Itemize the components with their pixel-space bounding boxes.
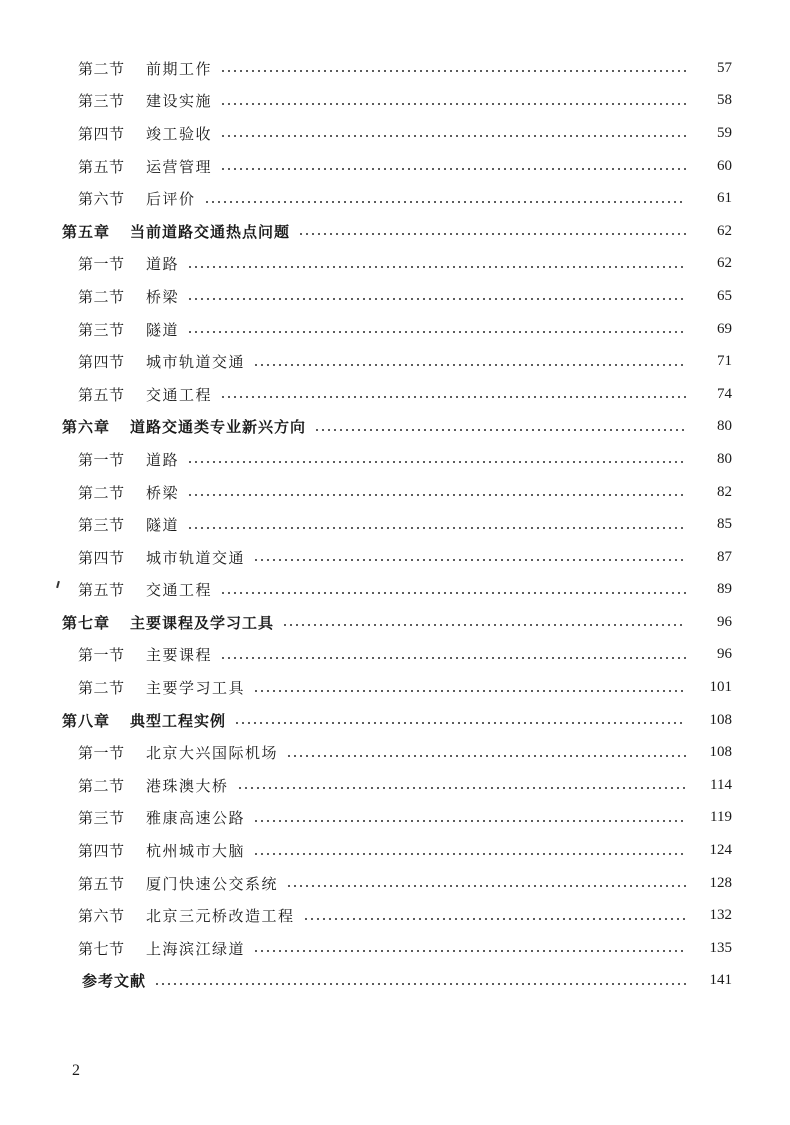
dot-leader xyxy=(187,494,686,496)
toc-section-entry xyxy=(0,280,790,313)
toc-page-number: 74 xyxy=(717,385,732,402)
toc-section-entry xyxy=(0,834,790,867)
toc-section-entry xyxy=(0,345,790,378)
dot-leader xyxy=(298,233,686,235)
chapter-title: 典型工程实例 xyxy=(130,711,227,730)
page-number: 2 xyxy=(72,1062,80,1079)
section-number: 第五节 xyxy=(78,385,125,404)
section-title: 桥梁 xyxy=(146,483,180,502)
toc-chapter-entry xyxy=(0,215,790,248)
toc-section-entry xyxy=(0,150,790,183)
section-number: 第二节 xyxy=(78,287,125,306)
dot-leader xyxy=(220,657,686,659)
chapter-title: 道路交通类专业新兴方向 xyxy=(130,418,307,437)
references-title: 参考文献 xyxy=(82,972,147,991)
toc-section-entry xyxy=(0,248,790,281)
chapter-title: 当前道路交通热点问题 xyxy=(130,222,291,241)
toc-section-entry xyxy=(0,932,790,965)
section-number: 第六节 xyxy=(78,190,125,209)
dot-leader xyxy=(220,592,686,594)
toc-page-number: 108 xyxy=(709,744,732,761)
dot-leader xyxy=(220,135,686,137)
section-number: 第一节 xyxy=(78,646,125,665)
toc-page-number: 71 xyxy=(717,353,732,370)
toc-page-number: 96 xyxy=(717,613,732,630)
toc-section-entry xyxy=(0,639,790,672)
toc-section-entry xyxy=(0,736,790,769)
dot-leader xyxy=(220,103,686,105)
dot-leader xyxy=(220,70,686,72)
section-title: 前期工作 xyxy=(146,59,213,78)
toc-chapter-entry xyxy=(0,606,790,639)
section-number: 第一节 xyxy=(78,744,125,763)
section-number: 第五节 xyxy=(78,581,125,600)
toc-page-number: 60 xyxy=(717,157,732,174)
dot-leader xyxy=(303,918,686,920)
dot-leader xyxy=(253,853,686,855)
toc-section-entry xyxy=(0,182,790,215)
toc-page-number: 108 xyxy=(709,711,732,728)
dot-leader xyxy=(187,527,686,529)
toc-section-entry xyxy=(0,671,790,704)
toc-page-number: 119 xyxy=(710,809,732,826)
dot-leader xyxy=(187,331,686,333)
toc-section-entry xyxy=(0,867,790,900)
toc-section-entry xyxy=(0,378,790,411)
chapter-number: 第七章 xyxy=(62,613,111,632)
toc-section-entry xyxy=(0,508,790,541)
section-number: 第五节 xyxy=(78,157,125,176)
toc-section-entry xyxy=(0,443,790,476)
section-title: 主要学习工具 xyxy=(146,679,246,698)
chapter-title: 主要课程及学习工具 xyxy=(130,613,275,632)
section-title: 道路 xyxy=(146,255,180,274)
section-number: 第二节 xyxy=(78,679,125,698)
chapter-number: 第八章 xyxy=(62,711,111,730)
section-number: 第四节 xyxy=(78,548,125,567)
section-title: 城市轨道交通 xyxy=(146,548,246,567)
section-number: 第六节 xyxy=(78,907,125,926)
dot-leader xyxy=(286,755,686,757)
dot-leader xyxy=(253,364,686,366)
section-number: 第一节 xyxy=(78,450,125,469)
section-number: 第二节 xyxy=(78,776,125,795)
section-number: 第四节 xyxy=(78,124,125,143)
toc-page-number: 65 xyxy=(717,287,732,304)
toc-page-number: 82 xyxy=(717,483,732,500)
dot-leader xyxy=(286,885,686,887)
section-title: 城市轨道交通 xyxy=(146,353,246,372)
section-number: 第七节 xyxy=(78,939,125,958)
toc-page-number: 59 xyxy=(717,124,732,141)
dot-leader xyxy=(237,787,686,789)
toc-page-number: 124 xyxy=(709,842,732,859)
toc-section-entry xyxy=(0,85,790,118)
section-number: 第二节 xyxy=(78,483,125,502)
toc-section-entry xyxy=(0,476,790,509)
toc-section-entry xyxy=(0,899,790,932)
dot-leader xyxy=(314,429,686,431)
section-number: 第四节 xyxy=(78,842,125,861)
section-title: 厦门快速公交系统 xyxy=(146,874,279,893)
toc-page-number: 141 xyxy=(709,972,732,989)
toc-page-number: 62 xyxy=(717,222,732,239)
toc-page-number: 132 xyxy=(709,907,732,924)
dot-leader xyxy=(220,396,686,398)
toc-page-number: 85 xyxy=(717,516,732,533)
section-title: 北京三元桥改造工程 xyxy=(146,907,295,926)
toc-page-number: 87 xyxy=(717,548,732,565)
section-title: 雅康高速公路 xyxy=(146,809,246,828)
section-number: 第一节 xyxy=(78,255,125,274)
dot-leader xyxy=(253,820,686,822)
section-title: 竣工验收 xyxy=(146,124,213,143)
toc-page-number: 57 xyxy=(717,59,732,76)
toc-page-number: 80 xyxy=(717,450,732,467)
dot-leader xyxy=(253,950,686,952)
section-title: 桥梁 xyxy=(146,287,180,306)
section-title: 道路 xyxy=(146,450,180,469)
toc-page-number: 96 xyxy=(717,646,732,663)
section-title: 杭州城市大脑 xyxy=(146,842,246,861)
section-title: 港珠澳大桥 xyxy=(146,776,229,795)
toc-section-entry xyxy=(0,574,790,607)
chapter-number: 第五章 xyxy=(62,222,111,241)
dot-leader xyxy=(204,201,686,203)
toc-page-number: 69 xyxy=(717,320,732,337)
section-number: 第三节 xyxy=(78,809,125,828)
dot-leader xyxy=(220,168,686,170)
dot-leader xyxy=(187,298,686,300)
toc-page-number: 58 xyxy=(717,92,732,109)
dot-leader xyxy=(282,624,686,626)
section-title: 北京大兴国际机场 xyxy=(146,744,279,763)
dot-leader xyxy=(187,266,686,268)
toc-chapter-entry xyxy=(0,411,790,444)
toc-page-number: 89 xyxy=(717,581,732,598)
section-title: 建设实施 xyxy=(146,92,213,111)
section-title: 主要课程 xyxy=(146,646,213,665)
section-title: 隧道 xyxy=(146,516,180,535)
section-title: 后评价 xyxy=(146,190,196,209)
toc-page-number: 101 xyxy=(709,679,732,696)
toc-section-entry xyxy=(0,541,790,574)
toc-section-entry xyxy=(0,769,790,802)
toc-page-number: 135 xyxy=(709,939,732,956)
section-title: 交通工程 xyxy=(146,581,213,600)
toc-references-entry xyxy=(0,965,790,998)
section-number: 第三节 xyxy=(78,92,125,111)
section-title: 上海滨江绿道 xyxy=(146,939,246,958)
dot-leader xyxy=(253,559,686,561)
section-title: 隧道 xyxy=(146,320,180,339)
toc-section-entry xyxy=(0,117,790,150)
dot-leader xyxy=(187,461,686,463)
table-of-contents xyxy=(0,52,790,997)
toc-page-number: 114 xyxy=(710,776,732,793)
section-number: 第三节 xyxy=(78,516,125,535)
toc-section-entry xyxy=(0,52,790,85)
chapter-number: 第六章 xyxy=(62,418,111,437)
dot-leader xyxy=(253,690,686,692)
section-number: 第四节 xyxy=(78,353,125,372)
section-title: 运营管理 xyxy=(146,157,213,176)
toc-page-number: 62 xyxy=(717,255,732,272)
dot-leader xyxy=(154,983,686,985)
toc-section-entry xyxy=(0,313,790,346)
section-title: 交通工程 xyxy=(146,385,213,404)
toc-chapter-entry xyxy=(0,704,790,737)
toc-page-number: 80 xyxy=(717,418,732,435)
section-number: 第二节 xyxy=(78,59,125,78)
section-number: 第三节 xyxy=(78,320,125,339)
dot-leader xyxy=(234,722,686,724)
section-number: 第五节 xyxy=(78,874,125,893)
toc-section-entry xyxy=(0,802,790,835)
toc-page-number: 128 xyxy=(709,874,732,891)
toc-page-number: 61 xyxy=(717,190,732,207)
